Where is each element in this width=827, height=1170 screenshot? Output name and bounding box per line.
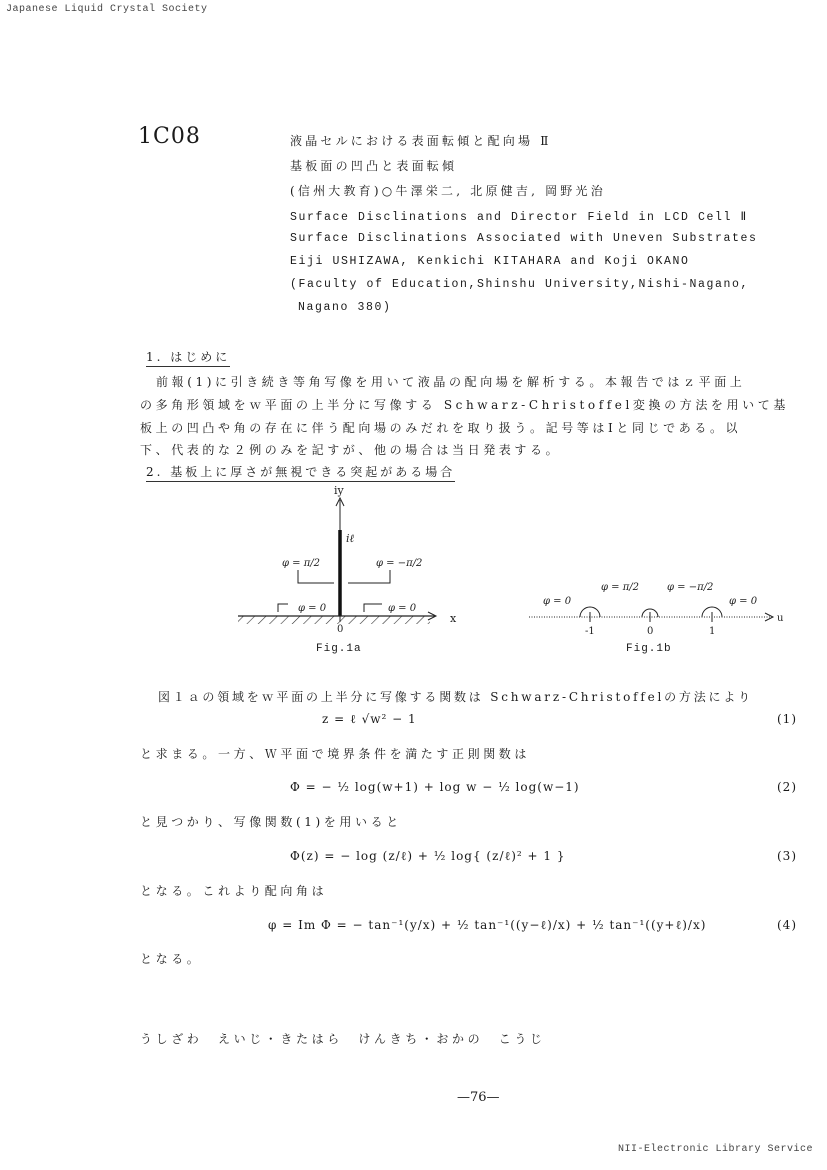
equation-4: φ = Im Φ = − tan⁻¹(y/x) + ½ tan⁻¹((y−ℓ)/x) + ½ tan⁻¹((y+ℓ)/x) — [268, 918, 707, 932]
u-label: u — [777, 613, 784, 624]
para-3: と見つかり、写像関数(1)を用いると — [140, 815, 402, 829]
phi-left-label: φ = π/2 — [282, 558, 321, 569]
tick-0: 0 — [647, 626, 654, 637]
section1-line-4: 下、代表的な２例のみを記すが、他の場合は当日発表する。 — [140, 443, 562, 457]
phi-right-label: φ = −π/2 — [376, 558, 423, 569]
tick-m1: -1 — [585, 626, 595, 637]
section1-line-1: 前報(1)に引き続き等角写像を用いて液晶の配向場を解析する。本報告ではｚ平面上 — [156, 375, 746, 389]
figure-1b — [525, 572, 795, 642]
para-5: となる。 — [140, 952, 203, 966]
phi0-left-label: φ = 0 — [543, 596, 572, 607]
section1-heading: 1. はじめに — [146, 348, 230, 365]
fig1b-caption: Fig.1b — [626, 643, 672, 655]
section1-line-3: 板上の凹凸や角の存在に伴う配向場のみだれを取り扱う。記号等はⅠと同じである。以 — [140, 421, 742, 435]
page-number: —76— — [457, 1090, 500, 1105]
title-en-2: Surface Disclinations Associated with Uneven Substrates — [290, 232, 758, 245]
equation-2: Φ = − ½ log(w+1) + log w − ½ log(w−1) — [290, 780, 580, 794]
phi0-left-label: φ = 0 — [298, 603, 327, 614]
tick-1: 1 — [709, 626, 716, 637]
fig1a-caption: Fig.1a — [316, 643, 362, 655]
bracket-left — [298, 570, 334, 583]
section2-heading: 2. 基板上に厚さが無視できる突起がある場合 — [146, 463, 455, 480]
title-ja-2: 基板面の凹凸と表面転傾 — [290, 159, 458, 173]
phi-mid-left-label: φ = π/2 — [601, 582, 640, 593]
equation-3-number: (3) — [777, 849, 797, 863]
affiliation-1: (Faculty of Education,Shinshu University,Nishi-Nagano, — [290, 278, 750, 291]
footer-library: NII-Electronic Library Service — [617, 1144, 813, 1155]
phi0-right-label: φ = 0 — [388, 603, 417, 614]
para-2: と求まる。一方、Ｗ平面で境界条件を満たす正則関数は — [140, 747, 531, 761]
para-4: となる。これより配向角は — [140, 884, 328, 898]
title-en-1: Surface Disclinations and Director Field in LCD Cell Ⅱ — [290, 211, 748, 224]
phi0-right-label: φ = 0 — [729, 596, 758, 607]
equation-2-number: (2) — [777, 780, 797, 794]
authors-ja: (信州大教育)○牛澤栄二, 北原健吉, 岡野光治 — [290, 184, 606, 198]
x-label: x — [450, 612, 457, 625]
arrow-left-icon — [278, 604, 288, 612]
authors-en: Eiji USHIZAWA, Kenkichi KITAHARA and Koji OKANO — [290, 255, 690, 268]
equation-1: z = ℓ √w² − 1 — [322, 712, 417, 726]
para-1: 図１ａの領域をｗ平面の上半分に写像する関数は Schwarz-Christoffelの方法により — [158, 690, 753, 704]
substrate-hatching — [238, 616, 430, 624]
affiliation-2: Nagano 380) — [298, 301, 392, 314]
section1-line-2: の多角形領域をｗ平面の上半分に写像する Schwarz-Christoffel変換の方法を用いて基 — [140, 398, 789, 412]
equation-4-number: (4) — [777, 918, 797, 932]
header-society: Japanese Liquid Crystal Society — [6, 4, 208, 15]
figure-1a — [230, 482, 470, 662]
il-label: iℓ — [346, 532, 355, 545]
origin-label: 0 — [337, 624, 344, 635]
author-kana-names: うしざわ えいじ・きたはら けんきち・おかの こうじ — [140, 1032, 546, 1046]
equation-1-number: (1) — [777, 712, 797, 726]
equation-3: Φ(z) = − log (z/ℓ) + ½ log{ (z/ℓ)² + 1 } — [290, 849, 566, 863]
paper-code: 1C08 — [138, 124, 201, 149]
arrow-right-icon — [364, 604, 382, 612]
bracket-right — [348, 570, 390, 583]
iy-label: iy — [334, 484, 344, 497]
phi-mid-right-label: φ = −π/2 — [667, 582, 714, 593]
title-ja-1: 液晶セルにおける表面転傾と配向場 Ⅱ — [290, 134, 552, 148]
